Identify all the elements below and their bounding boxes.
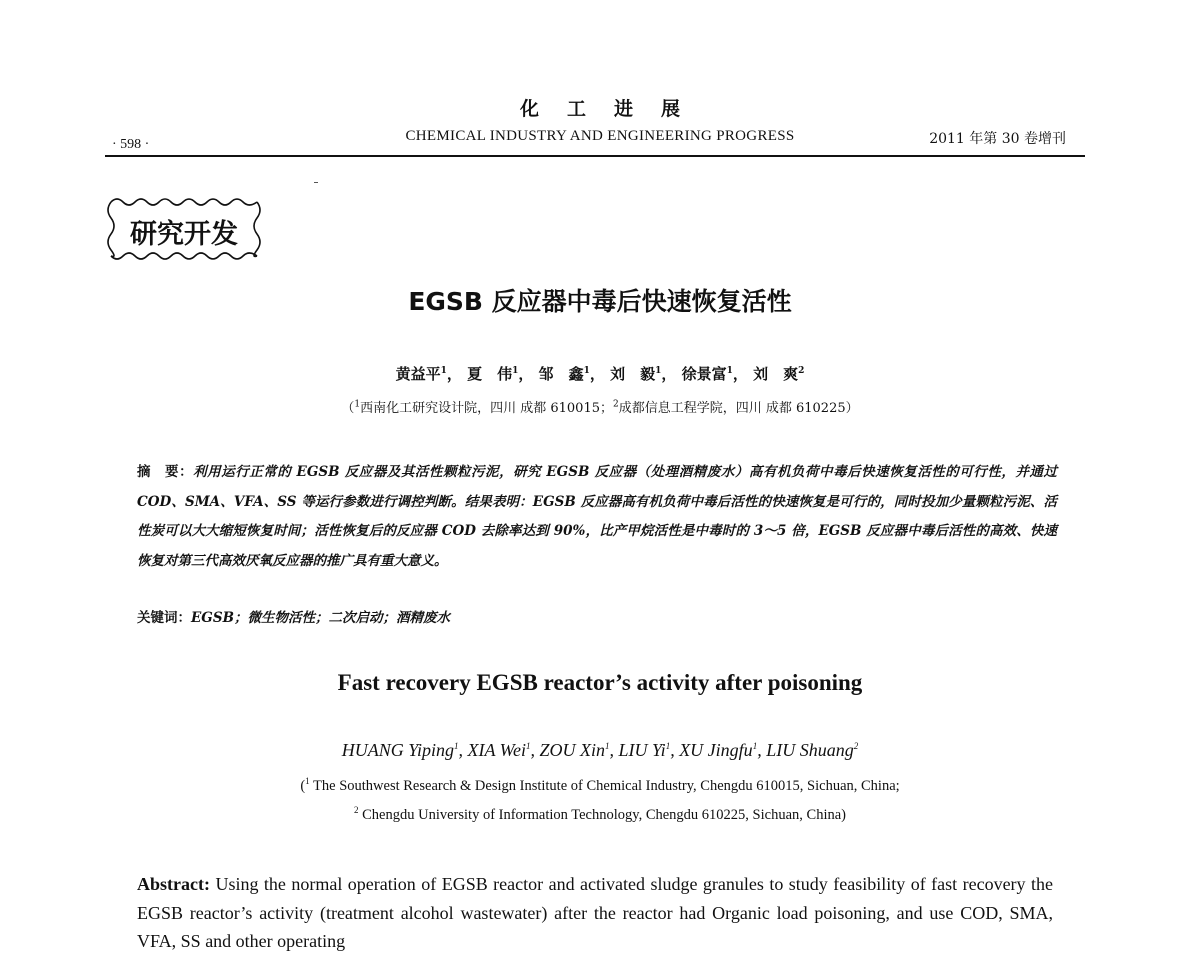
page-number: · 598 · bbox=[112, 137, 150, 152]
affiliations-cn: （$^1$西南化工研究设计院，四川 成都 610015；$^2$成都信息工程学院，四川 成都 610225） bbox=[341, 399, 859, 416]
abstract-en bbox=[137, 870, 1053, 956]
abstract-cn-text: 利用运行正常的 EGSB 反应器及其活性颗粒污泥，研究 EGSB 反应器（处理酒精废水）高有机负荷中毒后快速恢复活性的可行性，并通过 COD、SMA、VFA、SS 等运行参数进行调控判断。结果表明：EGSB 反应器高有机负荷中毒后活性的快速恢复是可行的，同时投加少量颗粒污泥、活性炭可以大大缩短恢复时间；活性恢复后的反应器 COD 去除率达到 90%，比产甲烷活性是中毒时的 3～5 倍，EGSB 反应器中毒后活性的高效、快速恢复对第三代高效厌氧反应器的推广具有重大意义。 bbox=[137, 464, 1058, 569]
author: 夏 伟$^1$ bbox=[467, 365, 519, 383]
authors-cn: 黄益平$^1$， 夏 伟$^1$， 邹 鑫$^1$， 刘 毅$^1$， 徐景富$^1$， 刘 爽$^2$ bbox=[395, 365, 805, 383]
header-rule bbox=[105, 155, 1085, 157]
author: 刘 爽$^2$ bbox=[753, 365, 805, 383]
title-en: Fast recovery EGSB reactor’s activity after poisoning bbox=[337, 670, 863, 695]
scan-mark bbox=[314, 182, 318, 183]
author: HUANG Yiping$^1$ bbox=[341, 740, 459, 760]
author: 邹 鑫$^1$ bbox=[538, 365, 590, 383]
author: 徐景富$^1$ bbox=[681, 365, 733, 383]
abstract-cn-label: 摘 要： bbox=[137, 464, 194, 480]
issue-info: 2011 年第 30 卷增刊 bbox=[929, 131, 1066, 147]
author: 黄益平$^1$ bbox=[395, 365, 447, 383]
author: LIU Yi$^1$ bbox=[618, 740, 671, 760]
authors-en: HUANG Yiping$^1$, XIA Wei$^1$, ZOU Xin$^1$, LIU Yi$^1$, XU Jingfu$^1$, LIU Shuang$^2$ bbox=[341, 740, 859, 760]
title-cn: EGSB 反应器中毒后快速恢复活性 bbox=[408, 287, 792, 316]
journal-name-en: CHEMICAL INDUSTRY AND ENGINEERING PROGRESS bbox=[405, 128, 795, 144]
author: 刘 毅$^1$ bbox=[610, 365, 662, 383]
author: XIA Wei$^1$ bbox=[467, 740, 531, 760]
affiliation-en-1: ($^1$ The Southwest Research & Design Institute of Chemical Industry, Chengdu 610015, Sichuan, China; bbox=[300, 776, 900, 794]
abstract-cn bbox=[137, 458, 1057, 576]
author: ZOU Xin$^1$ bbox=[539, 740, 610, 760]
keywords-cn: 关键词：EGSB；微生物活性；二次启动；酒精废水 bbox=[137, 610, 450, 626]
author: LIU Shuang$^2$ bbox=[766, 740, 859, 760]
abstract-en-label: Abstract: bbox=[137, 874, 210, 894]
journal-name-cn: 化工进展 bbox=[519, 98, 708, 120]
section-badge bbox=[105, 196, 263, 262]
affiliation-en-2: $^2$ Chengdu University of Information Technology, Chengdu 610225, Sichuan, China) bbox=[354, 805, 846, 823]
author: XU Jingfu$^1$ bbox=[679, 740, 758, 760]
abstract-en-text: Using the normal operation of EGSB reactor and activated sludge granules to study feasibility of fast recovery the EGSB reactor’s activity (treatment alcohol wastewater) after the reactor had Organic load poisoning, and use COD, SMA, VFA, SS and other operating bbox=[137, 874, 1054, 951]
section-badge-label: 研究开发 bbox=[130, 219, 238, 250]
